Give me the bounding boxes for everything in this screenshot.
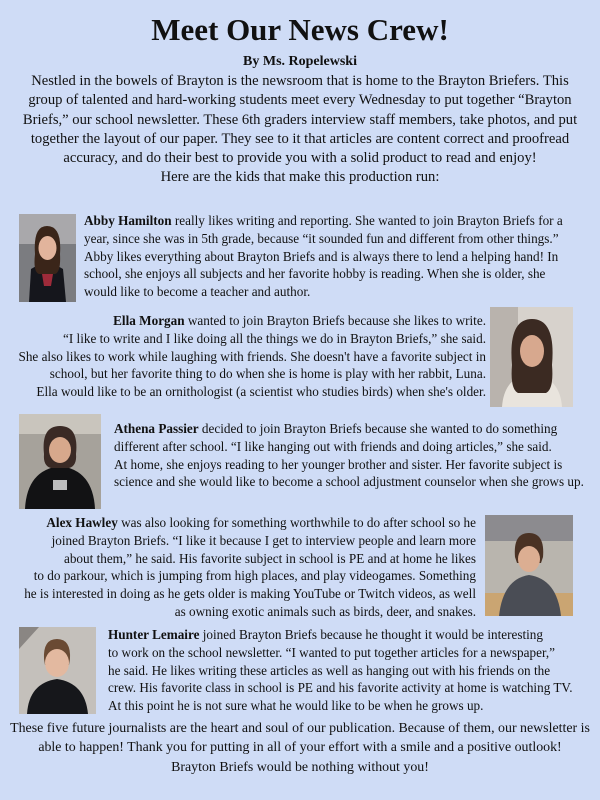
profile-line: At this point he is not sure what he would like to be when he grows up. bbox=[108, 698, 484, 714]
profile-line: would like to become a teacher and author. bbox=[84, 284, 311, 300]
profile-athena bbox=[114, 420, 596, 491]
profile-line: Ella would like to be an ornithologist (a scientist who studies birds) when she's older. bbox=[36, 384, 486, 400]
student-name: Athena Passier bbox=[114, 421, 199, 436]
student-name: Alex Hawley bbox=[46, 515, 118, 530]
profile-text: was also looking for something worthwhile to do after school so he bbox=[117, 515, 476, 530]
profile-line bbox=[8, 312, 486, 330]
closing-line: Brayton Briefs would be nothing without you! bbox=[171, 759, 429, 775]
profile-alex bbox=[8, 514, 476, 621]
profile-text: joined Brayton Briefs because he thought it would be interesting bbox=[199, 627, 543, 642]
student-photo-alex bbox=[485, 515, 573, 616]
intro-line: Nestled in the bowels of Brayton is the newsroom that is home to the Brayton Briefers. This bbox=[31, 73, 569, 89]
profile-line: to do parkour, which is jumping from high places, and play videogames. Something bbox=[33, 568, 476, 584]
article-title: Meet Our News Crew! bbox=[151, 12, 449, 47]
intro-line: Here are the kids that make this production run: bbox=[160, 169, 440, 186]
student-name: Hunter Lemaire bbox=[108, 627, 200, 642]
intro-line: accuracy, and do their best to provide you with a solid product to read and enjoy! bbox=[63, 150, 537, 167]
intro-line: Briefs,” our school newsletter. These 6th graders interview staff members, take photos, and put bbox=[22, 111, 578, 128]
profile-line bbox=[8, 514, 476, 532]
profile-line bbox=[108, 626, 593, 644]
closing-line: These five future journalists are the heart and soul of our publication. Because of them, our newsletter is bbox=[10, 721, 590, 736]
profile-line: school, she enjoys all subjects and her favorite hobby is reading. When she is older, she bbox=[84, 266, 546, 282]
profile-text: wanted to join Brayton Briefs because she likes to write. bbox=[184, 313, 486, 328]
profile-ella bbox=[8, 312, 486, 401]
student-photo-abby bbox=[19, 214, 76, 302]
profile-text: really likes writing and reporting. She wanted to join Brayton Briefs for a bbox=[171, 213, 563, 228]
profile-line: to work on the school newsletter. “I wanted to put together articles for a newspaper,” bbox=[108, 644, 555, 660]
profile-line: She also likes to work while laughing with friends. She doesn't have a favorite subject in bbox=[18, 348, 486, 364]
profile-line: crew. His favorite class in school is PE and his favorite activity at home is watching TV. bbox=[108, 680, 573, 696]
profile-abby bbox=[84, 212, 589, 301]
profile-line: science and she would like to become a school adjustment counselor when she grows up. bbox=[114, 474, 584, 490]
student-photo-hunter bbox=[19, 627, 96, 714]
student-name: Abby Hamilton bbox=[84, 213, 172, 228]
profile-line: he is interested in doing as he gets older is making YouTube or Twitch videos, as well bbox=[24, 586, 476, 602]
profile-line: joined Brayton Briefs. “I like it because I get to interview people and learn more bbox=[51, 532, 476, 548]
profile-line: Abby likes everything about Brayton Briefs and is always there to lend a helping hand! In bbox=[84, 248, 559, 264]
student-name: Ella Morgan bbox=[113, 313, 185, 328]
profile-line: as owning exotic animals such as birds, deer, and snakes. bbox=[174, 603, 476, 619]
profile-line: he said. He likes writing these articles as well as hanging out with his friends on the bbox=[108, 662, 551, 678]
profile-line: “I like to write and I like doing all the things we do in Brayton Briefs,” she said. bbox=[62, 330, 486, 346]
profile-line: different after school. “I like hanging out with friends and doing articles,” she said. bbox=[114, 438, 552, 454]
profile-line: about them,” he said. His favorite subject in school is PE and at home he likes bbox=[63, 550, 476, 566]
profile-text: decided to join Brayton Briefs because she wanted to do something bbox=[198, 421, 558, 436]
intro-line: together the layout of our paper. They see to it that articles are content correct and proofread bbox=[30, 130, 570, 147]
profile-line bbox=[114, 420, 596, 438]
profile-hunter bbox=[108, 626, 593, 715]
closing-paragraph bbox=[6, 719, 594, 777]
byline: By Ms. Ropelewski bbox=[243, 54, 357, 69]
profile-line bbox=[84, 212, 589, 230]
intro-line: group of talented and hard-working students meet every Wednesday to put together “Brayton bbox=[28, 92, 572, 109]
student-photo-athena bbox=[19, 414, 101, 509]
profile-line: At home, she enjoys reading to her younger brother and sister. Her favorite subject is bbox=[114, 456, 563, 472]
profile-line: school, but her favorite thing to do when she is home is play with her rabbit, Luna. bbox=[49, 366, 486, 382]
intro-paragraph bbox=[6, 72, 594, 188]
profile-line: year, since she was in 5th grade, because “it sounded fun and different from other things.” bbox=[84, 230, 559, 246]
closing-line: able to happen! Thank you for putting in all of your effort with a smile and a positive outlook! bbox=[38, 740, 562, 756]
student-photo-ella bbox=[490, 307, 573, 407]
